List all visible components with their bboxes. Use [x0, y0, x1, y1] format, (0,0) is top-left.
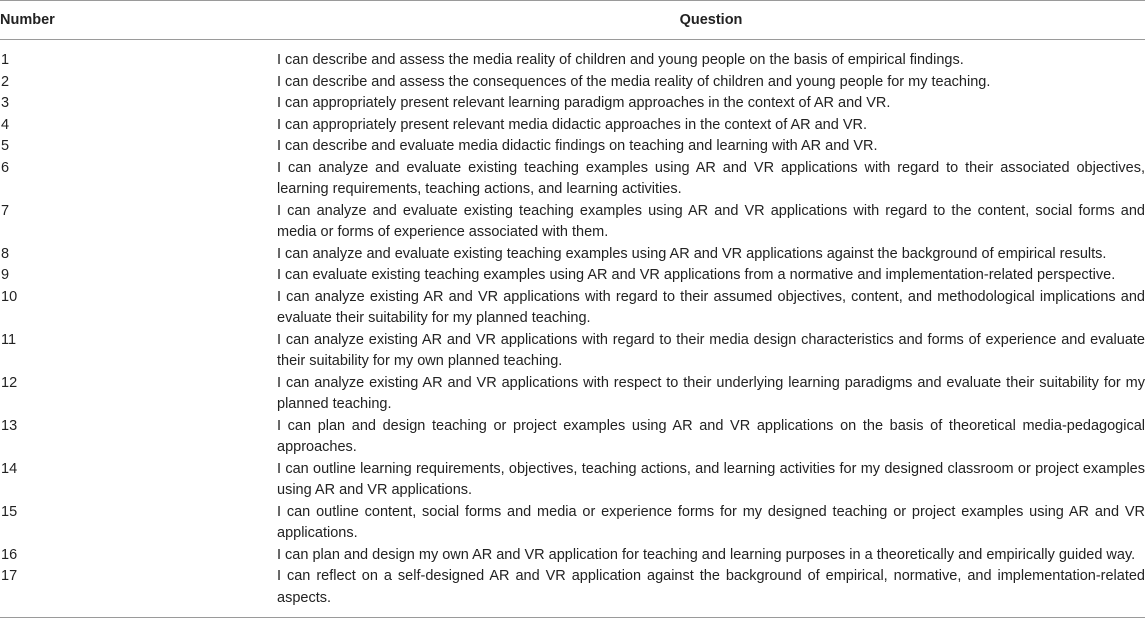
row-question: I can describe and assess the consequences of the media reality of children and young people for my teaching. [277, 73, 991, 90]
row-number: 14 [1, 460, 18, 477]
row-number: 3 [1, 95, 10, 111]
table-row [0, 416, 1145, 459]
row-question: I can describe and assess the media reality of children and young people on the basis of empirical findings. [277, 52, 964, 68]
row-question: I can analyze and evaluate existing teaching examples using AR and VR applications with regard to the content, social forms and media or forms of experience associated with them. [277, 202, 1145, 240]
table-row [0, 265, 1145, 287]
header-number: Number [0, 12, 55, 28]
row-number: 6 [1, 159, 10, 176]
row-number: 12 [1, 374, 18, 391]
table-row [0, 136, 1145, 158]
row-question: I can evaluate existing teaching examples using AR and VR applications from a normative and implementation-related perspective. [277, 267, 1116, 283]
row-question: I can analyze and evaluate existing teaching examples using AR and VR applications against the background of empirical results. [277, 245, 1107, 262]
table-row [0, 93, 1145, 115]
row-question: I can plan and design teaching or project examples using AR and VR applications on the basis of theoretical media-pedagogical approaches. [277, 417, 1145, 455]
table-row [0, 502, 1145, 545]
row-question: I can outline content, social forms and media or experience forms for my designed teaching or project examples using AR and VR applications. [277, 503, 1145, 541]
row-number: 7 [1, 202, 10, 219]
table-row [0, 287, 1145, 330]
table-row [0, 545, 1145, 567]
row-question: I can appropriately present relevant learning paradigm approaches in the context of AR and VR. [277, 95, 891, 111]
row-number: 9 [1, 267, 10, 283]
table-row [0, 373, 1145, 416]
row-number: 10 [1, 288, 18, 305]
row-number: 16 [1, 546, 18, 563]
table-row [0, 330, 1145, 373]
table-row [0, 40, 1145, 72]
table-body [0, 40, 1145, 618]
row-question: I can analyze existing AR and VR applications with respect to their underlying learning paradigms and evaluate their suitability for my planned teaching. [277, 374, 1145, 412]
row-question: I can analyze existing AR and VR applications with regard to their media design characteristics and forms of experience and evaluate their suitability for my own planned teaching. [277, 331, 1145, 369]
row-number: 2 [1, 73, 10, 90]
header-question: Question [679, 12, 743, 28]
row-number: 15 [1, 503, 18, 520]
row-question: I can outline learning requirements, objectives, teaching actions, and learning activities for my designed classroom or project examples using AR and VR applications. [277, 460, 1145, 498]
row-question: I can appropriately present relevant media didactic approaches in the context of AR and VR. [277, 116, 868, 133]
row-number: 13 [1, 417, 18, 434]
table-row [0, 158, 1145, 201]
row-number: 8 [1, 245, 10, 262]
table-row [0, 459, 1145, 502]
row-number: 1 [1, 52, 10, 68]
row-number: 4 [1, 116, 10, 133]
row-number: 5 [1, 138, 10, 154]
row-question: I can analyze existing AR and VR applications with regard to their assumed objectives, content, and methodological implications and evaluate their suitability for my planned teaching. [277, 288, 1145, 326]
table-row [0, 244, 1145, 266]
row-question: I can plan and design my own AR and VR application for teaching and learning purposes in a theoretically and empirically guided way. [277, 546, 1136, 563]
row-number: 11 [1, 331, 17, 348]
row-question: I can analyze and evaluate existing teaching examples using AR and VR applications with regard to their associated objectives, learning requirements, teaching actions, and learning activities. [277, 159, 1145, 197]
row-number: 17 [1, 568, 18, 584]
header-row [0, 1, 1145, 40]
row-question: I can describe and evaluate media didactic findings on teaching and learning with AR and VR. [277, 138, 878, 154]
table-row [0, 115, 1145, 137]
row-question: I can reflect on a self-designed AR and VR application against the background of empirical, normative, and implementation-related aspects. [277, 568, 1145, 606]
table-row [0, 201, 1145, 244]
table-row [0, 72, 1145, 94]
table-row [0, 566, 1145, 618]
table-header [0, 1, 1145, 40]
